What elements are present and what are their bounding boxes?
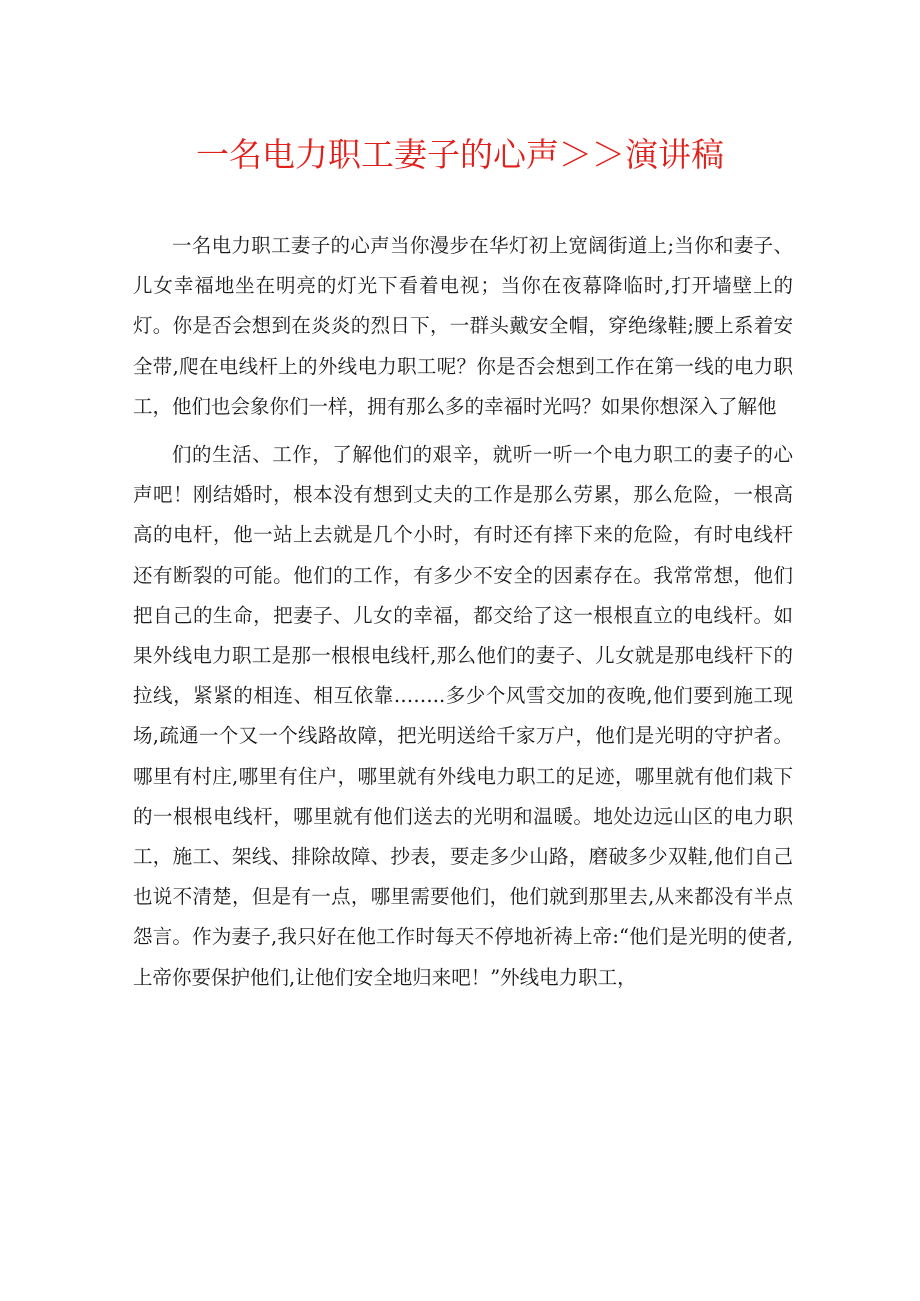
document-body [133,226,793,1006]
paragraph-2: 们的生活、工作，了解他们的艰辛，就听一听一个电力职工的妻子的心声吧！刚结婚时，根本没有想到丈夫的工作是那么劳累，那么危险，一根高高的电杆，他一站上去就是几个小时，有时还有摔下来的危险，有时电线杆还有断裂的可能。他们的工作，有多少不安全的因素存在。我常常想，他们把自己的生命，把妻子、儿女的幸福，都交给了这一根根直立的电线杆。如果外线电力职工是那一根根电线杆,那么他们的妻子、儿女就是那电线杆下的拉线，紧紧的相连、相互依靠……..多少个风雪交加的夜晚,他们要到施工现场,疏通一个又一个线路故障，把光明送给千家万户，他们是光明的守护者。哪里有村庄,哪里有住户，哪里就有外线电力职工的足迹，哪里就有他们栽下的一根根电线杆，哪里就有他们送去的光明和温暖。地处边远山区的电力职工，施工、架线、排除故障、抄表，要走多少山路，磨破多少双鞋,他们自己也说不清楚，但是有一点，哪里需要他们，他们就到那里去,从来都没有半点怨言。作为妻子,我只好在他工作时每天不停地祈祷上帝:“他们是光明的使者,上帝你要保护他们,让他们安全地归来吧！”外线电力职工， [133,443,793,989]
paragraph-1: 一名电力职工妻子的心声当你漫步在华灯初上宽阔街道上;当你和妻子、儿女幸福地坐在明亮的灯光下看着电视；当你在夜幕降临时,打开墙壁上的灯。你是否会想到在炎炎的烈日下，一群头戴安全帽，穿绝缘鞋;腰上系着安全带,爬在电线杆上的外线电力职工呢？你是否会想到工作在第一线的电力职工，他们也会象你们一样，拥有那么多的幸福时光吗？如果你想深入了解他 [133,234,793,418]
document-title: 一名电力职工妻子的心声＞＞演讲稿 [196,135,724,174]
